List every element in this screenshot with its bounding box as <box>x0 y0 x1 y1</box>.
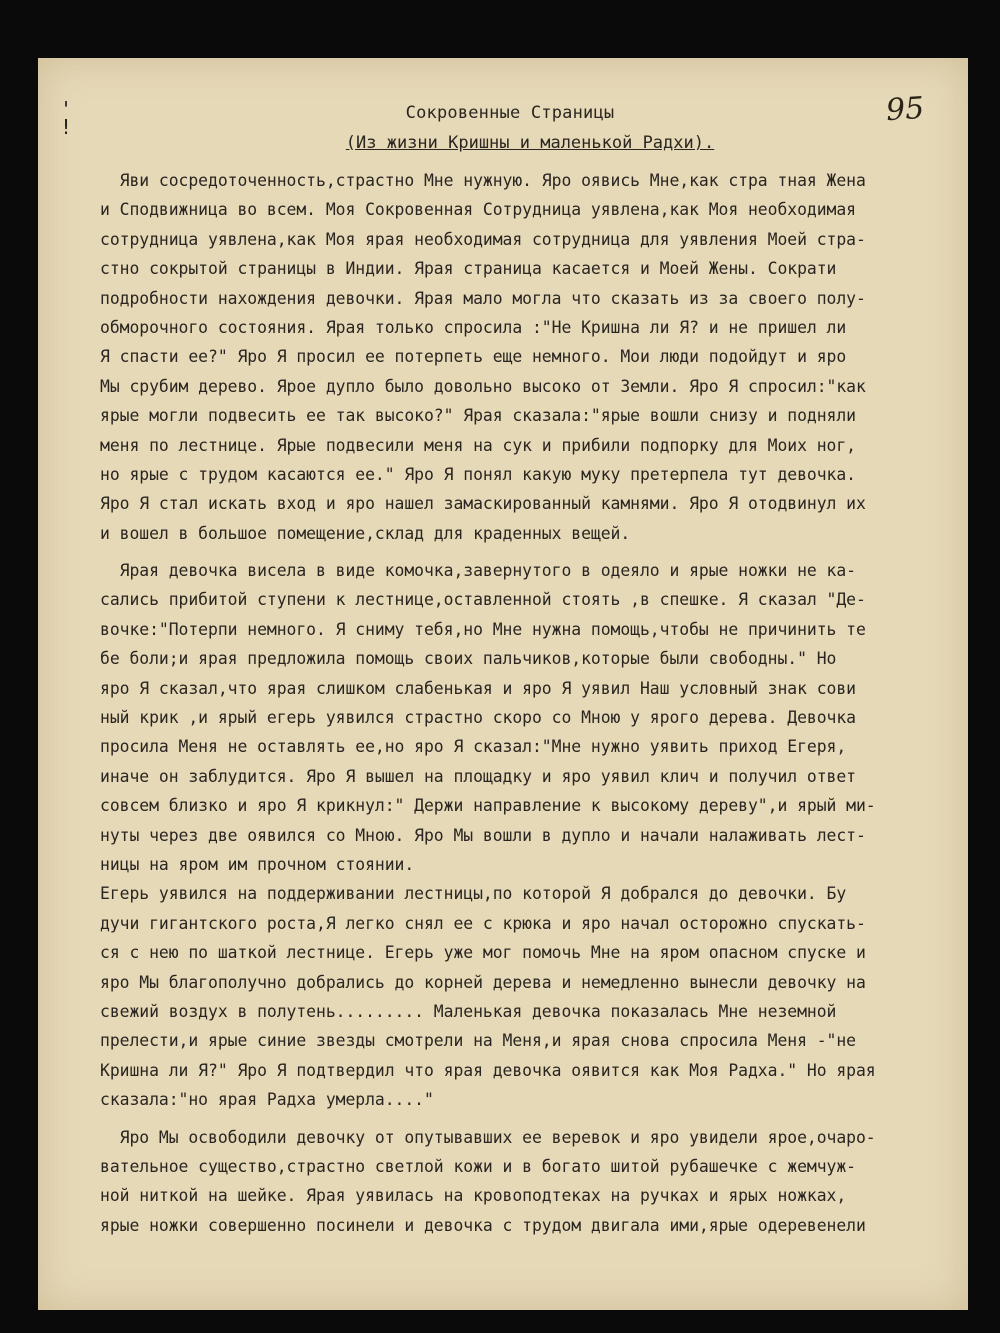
text-line: ся с нею по шаткой лестнице. Егерь уже мог помочь Мне на яром опасном спуске и <box>100 943 866 963</box>
text-line: вочке:"Потерпи немного. Я сниму тебя,но Мне нужна помощь,чтобы не причинить те <box>100 619 866 639</box>
text-line: Я спасти ее?" Яро Я просил ее потерпеть еще немного. Мои люди подойдут и яро <box>100 347 847 367</box>
text-line: стно сокрытой страницы в Индии. Ярая страница касается и Моей Жены. Сократи <box>100 259 837 279</box>
text-line: иначе он заблудится. Яро Я вышел на площадку и яро уявил клич и получил ответ <box>100 766 856 786</box>
text-line: Ярая девочка висела в виде комочка,завернутого в одеяло и ярые ножки не ка- <box>100 561 856 581</box>
page-title: Сокровенные Страницы <box>405 103 615 123</box>
text-line: и вошел в большое помещение,склад для краденных вещей. <box>100 523 631 543</box>
body-text <box>100 166 950 1240</box>
paragraph-3 <box>100 879 950 1114</box>
text-line: подробности нахождения девочки. Ярая мало могла что сказать из за своего полу- <box>100 288 866 308</box>
text-line: яро Я сказал,что ярая слишком слабенькая и яро Я уявил Наш условный знак сови <box>100 678 856 698</box>
text-line: Мы срубим дерево. Ярое дупло было довольно высоко от Земли. Яро Я спросил:"как <box>100 376 866 396</box>
text-line: прелести,и ярые синие звезды смотрели на Меня,и ярая снова спросила Меня -"не <box>100 1031 856 1051</box>
text-line: вательное существо,страстно светлой кожи и в богато шитой рубашечке с жемчуж- <box>100 1156 856 1176</box>
text-line: ярые могли подвесить ее так высоко?" Ярая сказала:"ярые вошли снизу и подняли <box>100 406 856 426</box>
margin-marks: ' ! <box>60 97 73 139</box>
text-line: сказала:"но ярая Радха умерла...." <box>100 1090 434 1110</box>
text-line: яро Мы благополучно добрались до корней дерева и немедленно вынесли девочку на <box>100 972 866 992</box>
text-line: совсем близко и яро Я крикнул:" Держи направление к высокому дереву",и ярый ми- <box>100 796 876 816</box>
text-line: ный крик ,и ярый егерь уявился страстно скоро со Мною у ярого дерева. Девочка <box>100 708 856 728</box>
text-line: но ярые с трудом касаются ее." Яро Я понял какую муку претерпела тут девочка. <box>100 464 856 484</box>
text-line: Кришна ли Я?" Яро Я подтвердил что ярая девочка оявится как Моя Радха." Но ярая <box>100 1060 876 1080</box>
text-line: ной ниткой на шейке. Ярая уявилась на кровоподтеках на ручках и ярых ножках, <box>100 1186 847 1206</box>
text-line: сались прибитой ступени к лестнице,оставленной стоять ,в спешке. Я сказал "Де- <box>100 590 866 610</box>
handwritten-page-number: 95 <box>884 90 926 129</box>
text-line: нуты через две оявился со Мною. Яро Мы вошли в дупло и начали налаживать лест- <box>100 825 866 845</box>
text-line: и Сподвижница во всем. Моя Сокровенная Сотрудница уявлена,как Моя необходимая <box>100 200 856 220</box>
text-line: обморочного состояния. Ярая только спросила :"Не Кришна ли Я? и не пришел ли <box>100 317 847 337</box>
text-line: Егерь уявился на поддерживании лестницы,по которой Я добрался до девочки. Бу <box>100 884 847 904</box>
title-block <box>0 98 1000 158</box>
paragraph-2 <box>100 556 950 879</box>
text-line: дучи гигантского роста,Я легко снял ее с крюка и яро начал осторожно спускать- <box>100 913 866 933</box>
text-line: Яви сосредоточенность,страстно Мне нужную. Яро оявись Мне,как стра тная Жена <box>100 171 866 190</box>
text-line: меня по лестнице. Ярые подвесили меня на сук и прибили подпорку для Моих ног, <box>100 435 856 455</box>
text-line: ницы на яром им прочном стоянии. <box>100 854 415 874</box>
text-line: бе боли;и ярая предложила помощь своих пальчиков,которые были свободны." Но <box>100 649 837 669</box>
text-line: Яро Мы освободили девочку от опутывавших ее веревок и яро увидели ярое,очаро- <box>100 1127 876 1147</box>
paragraph-1 <box>100 166 950 548</box>
text-line: Яро Я стал искать вход и яро нашел замаскированный камнями. Яро Я отодвинул их <box>100 494 866 514</box>
text-line: просила Меня не оставлять ее,но яро Я сказал:"Мне нужно уявить приход Егеря, <box>100 737 847 757</box>
page-subtitle: (Из жизни Кришны и маленькой Радхи). <box>345 133 715 153</box>
text-line: свежий воздух в полутень......... Маленькая девочка показалась Мне неземной <box>100 1001 837 1021</box>
text-line: ярые ножки совершенно посинели и девочка с трудом двигала ими,ярые одеревенели <box>100 1215 866 1235</box>
paragraph-4 <box>100 1123 950 1241</box>
text-line: сотрудница уявлена,как Моя ярая необходимая сотрудница для уявления Моей стра- <box>100 229 866 249</box>
